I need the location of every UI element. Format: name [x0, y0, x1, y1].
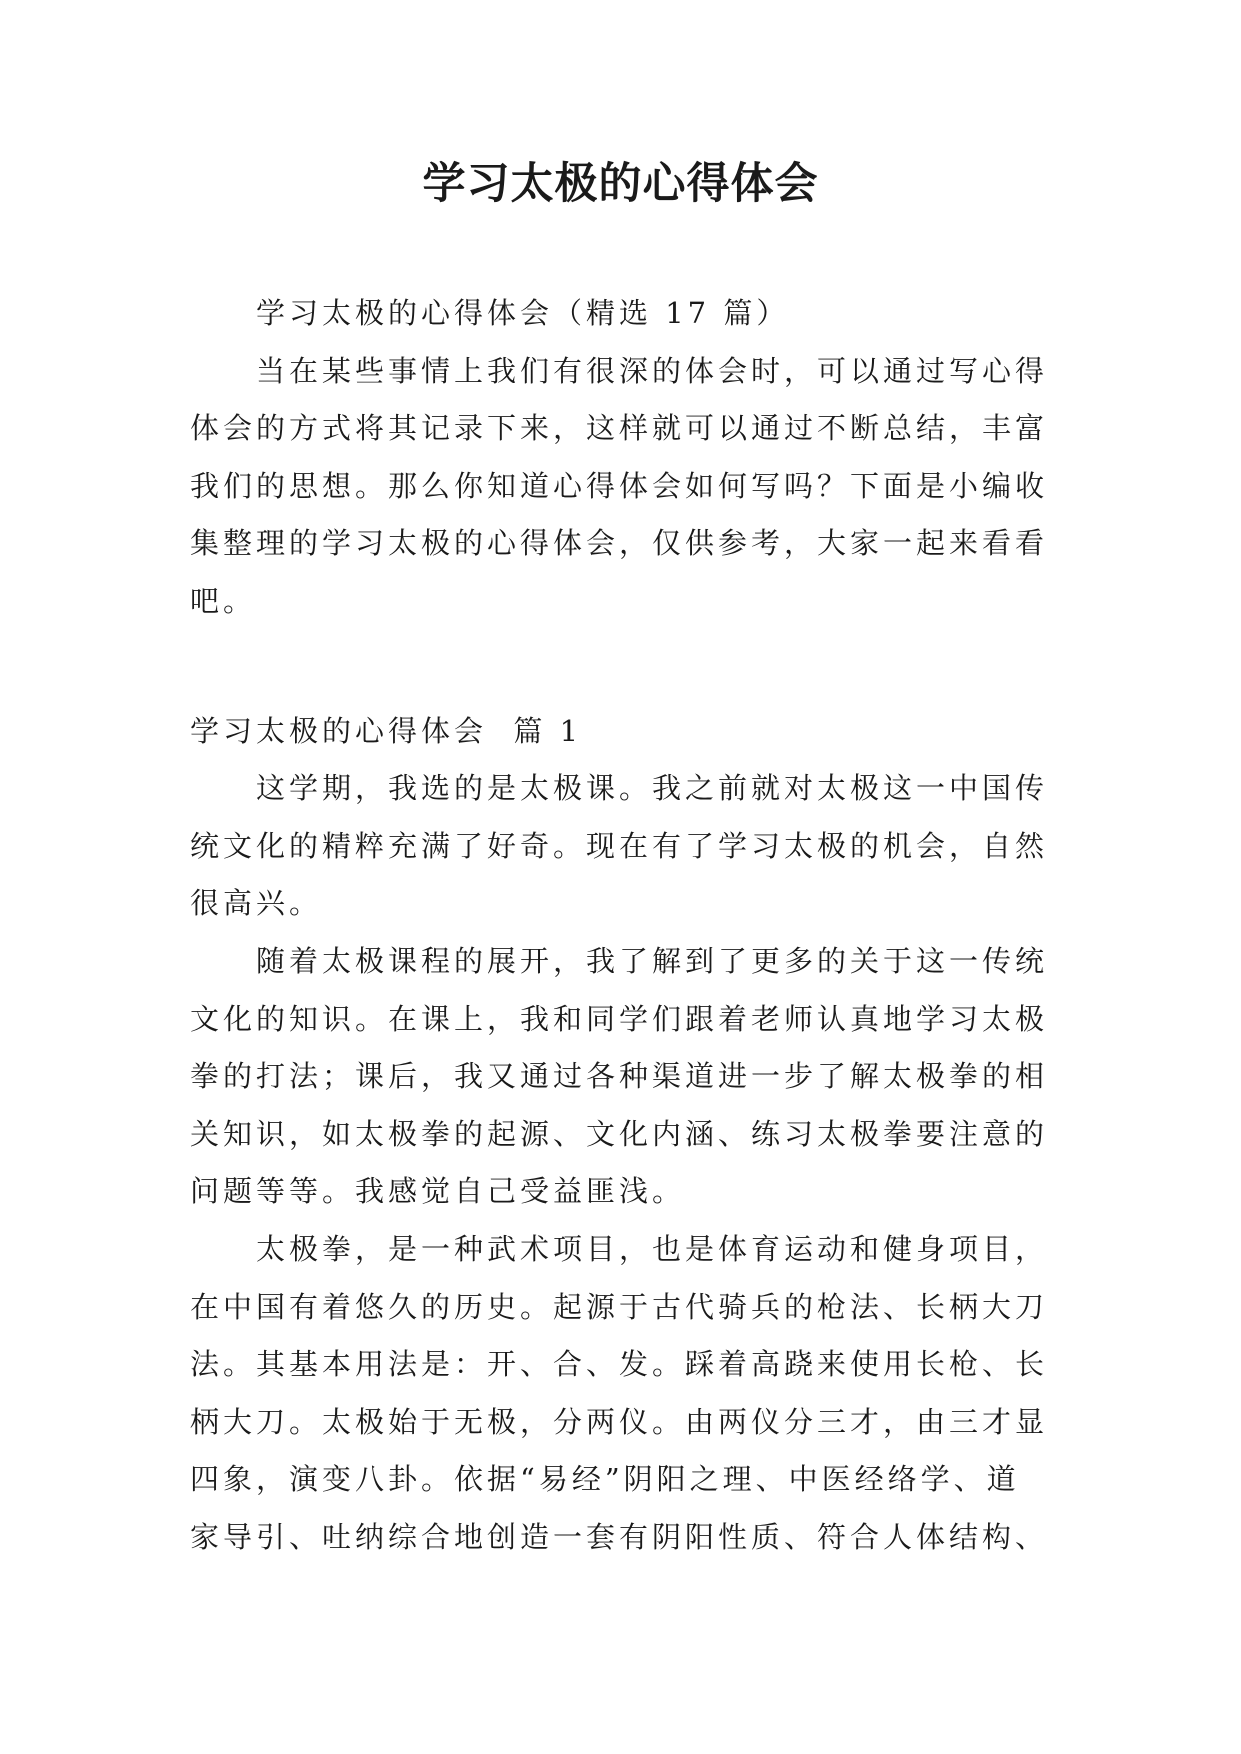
intro-line: 当在某些事情上我们有很深的体会时，可以通过写心得	[256, 353, 1049, 388]
subtitle: 学习太极的心得体会（精选 17 篇）	[256, 296, 790, 330]
intro-line: 我们的思想。那么你知道心得体会如何写吗？下面是小编收	[190, 468, 1049, 503]
document-body	[190, 285, 1070, 1566]
paragraph-line: 随着太极课程的展开，我了解到了更多的关于这一传统	[256, 943, 1049, 978]
paragraph-line: 在中国有着悠久的历史。起源于古代骑兵的枪法、长柄大刀	[190, 1289, 1049, 1324]
paragraph-line: 统文化的精粹充满了好奇。现在有了学习太极的机会，自然	[190, 828, 1049, 863]
paragraph-line: 拳的打法；课后，我又通过各种渠道进一步了解太极拳的相	[190, 1059, 1049, 1094]
paragraph-line: 家导引、吐纳综合地创造一套有阴阳性质、符合人体结构、	[190, 1519, 1049, 1554]
paragraph-line: 文化的知识。在课上，我和同学们跟着老师认真地学习太极	[190, 1001, 1049, 1036]
paragraph-line: 四象，演变八卦。依据“易经”阴阳之理、中医经络学、道	[190, 1462, 1020, 1497]
paragraph-line: 法。其基本用法是：开、合、发。踩着高跷来使用长枪、长	[190, 1347, 1049, 1382]
paragraph-line: 太极拳，是一种武术项目，也是体育运动和健身项目，	[256, 1231, 1049, 1266]
paragraph-line: 很高兴。	[190, 886, 323, 921]
paragraph-line: 问题等等。我感觉自己受益匪浅。	[190, 1174, 686, 1209]
section-gap	[190, 631, 1070, 703]
document-title: 学习太极的心得体会	[422, 159, 819, 209]
paragraph-line: 这学期，我选的是太极课。我之前就对太极这一中国传	[256, 771, 1049, 806]
section-heading: 学习太极的心得体会 篇 1	[190, 713, 583, 748]
intro-line: 集整理的学习太极的心得体会，仅供参考，大家一起来看看	[190, 526, 1049, 561]
intro-line: 体会的方式将其记录下来，这样就可以通过不断总结，丰富	[190, 411, 1049, 446]
intro-line: 吧。	[190, 583, 257, 618]
paragraph-line: 关知识，如太极拳的起源、文化内涵、练习太极拳要注意的	[190, 1116, 1049, 1151]
paragraph-line: 柄大刀。太极始于无极，分两仪。由两仪分三才，由三才显	[190, 1404, 1049, 1439]
